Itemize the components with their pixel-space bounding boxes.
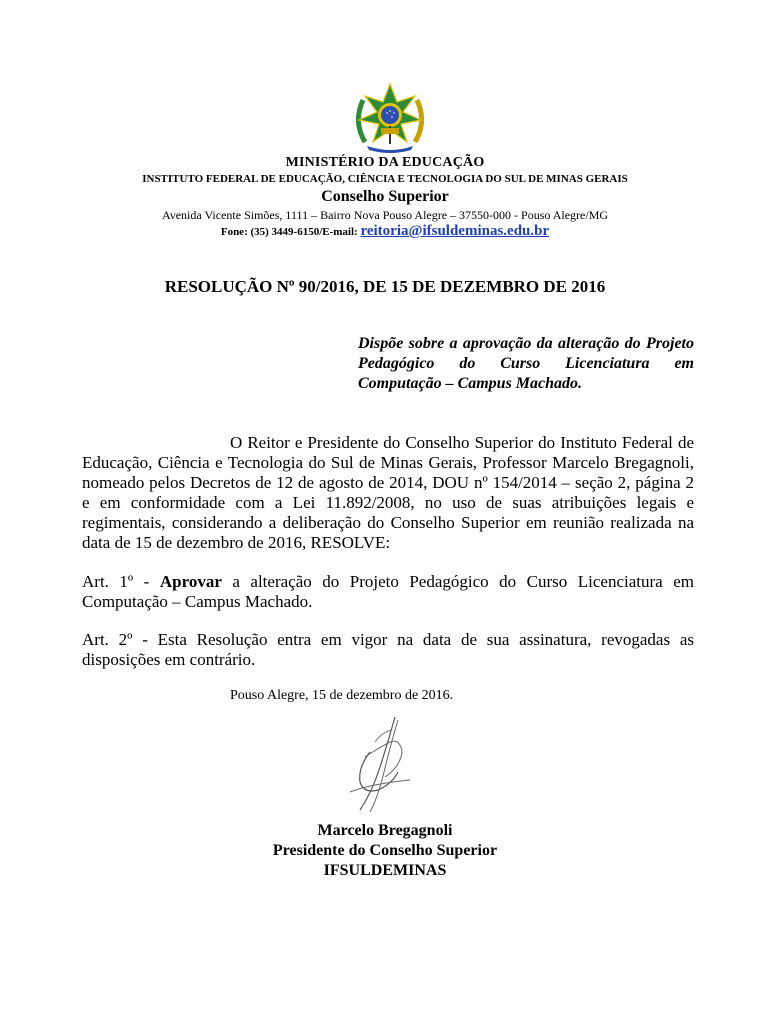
article-1 <box>82 572 694 612</box>
ministry-heading: MINISTÉRIO DA EDUCAÇÃO <box>285 155 485 170</box>
article-1-prefix: Art. 1º - <box>82 572 160 591</box>
email-link[interactable]: reitoria@ifsuldeminas.edu.br <box>360 223 550 239</box>
contact-line <box>0 223 770 240</box>
preamble-paragraph: O Reitor e Presidente do Conselho Superior do Instituto Federal de Educação, Ciência e Tecnologia do Sul de Minas Gerais, Professor Marcelo Bregagnoli, nomeado pelos Decretos de 12 de agosto de 2014, DOU nº 154/2014 – seção 2, página 2 e em conformidade com a Lei 11.892/2008, no uso de suas atribuições legais e regimentais, considerando a deliberação do Conselho Superior em reunião realizada na data de 15 de dezembro de 2016, RESOLVE: <box>82 433 694 552</box>
signer-name: Marcelo Bregagnoli <box>317 822 453 839</box>
council-heading: Conselho Superior <box>321 188 449 205</box>
article-1-verb: Aprovar <box>159 572 222 591</box>
place-date: Pouso Alegre, 15 de dezembro de 2016. <box>230 688 454 703</box>
institute-heading: INSTITUTO FEDERAL DE EDUCAÇÃO, CIÊNCIA E TECNOLOGIA DO SUL DE MINAS GERAIS <box>142 173 628 185</box>
article-1-text: a alteração do Projeto Pedagógico do Curso Licenciatura em Computação – Campus Machado. <box>82 572 694 611</box>
resolution-title: RESOLUÇÃO Nº 90/2016, DE 15 DE DEZEMBRO DE 2016 <box>164 277 606 296</box>
article-2: Art. 2º - Esta Resolução entra em vigor na data de sua assinatura, revogadas as disposições em contrário. <box>82 630 694 669</box>
handwritten-signature <box>340 712 420 817</box>
phone-label: Fone: (35) 3449-6150/E-mail: <box>220 226 361 238</box>
signer-organization: IFSULDEMINAS <box>323 862 447 879</box>
ementa-summary: Dispõe sobre a aprovação da alteração do Projeto Pedagógico do Curso Licenciatura em Computação – Campus Machado. <box>358 335 694 392</box>
signer-role: Presidente do Conselho Superior <box>272 842 498 859</box>
brazil-coat-of-arms-icon <box>345 82 435 154</box>
address-line: Avenida Vicente Simões, 1111 – Bairro Nova Pouso Alegre – 37550-000 - Pouso Alegre/MG <box>161 208 609 222</box>
